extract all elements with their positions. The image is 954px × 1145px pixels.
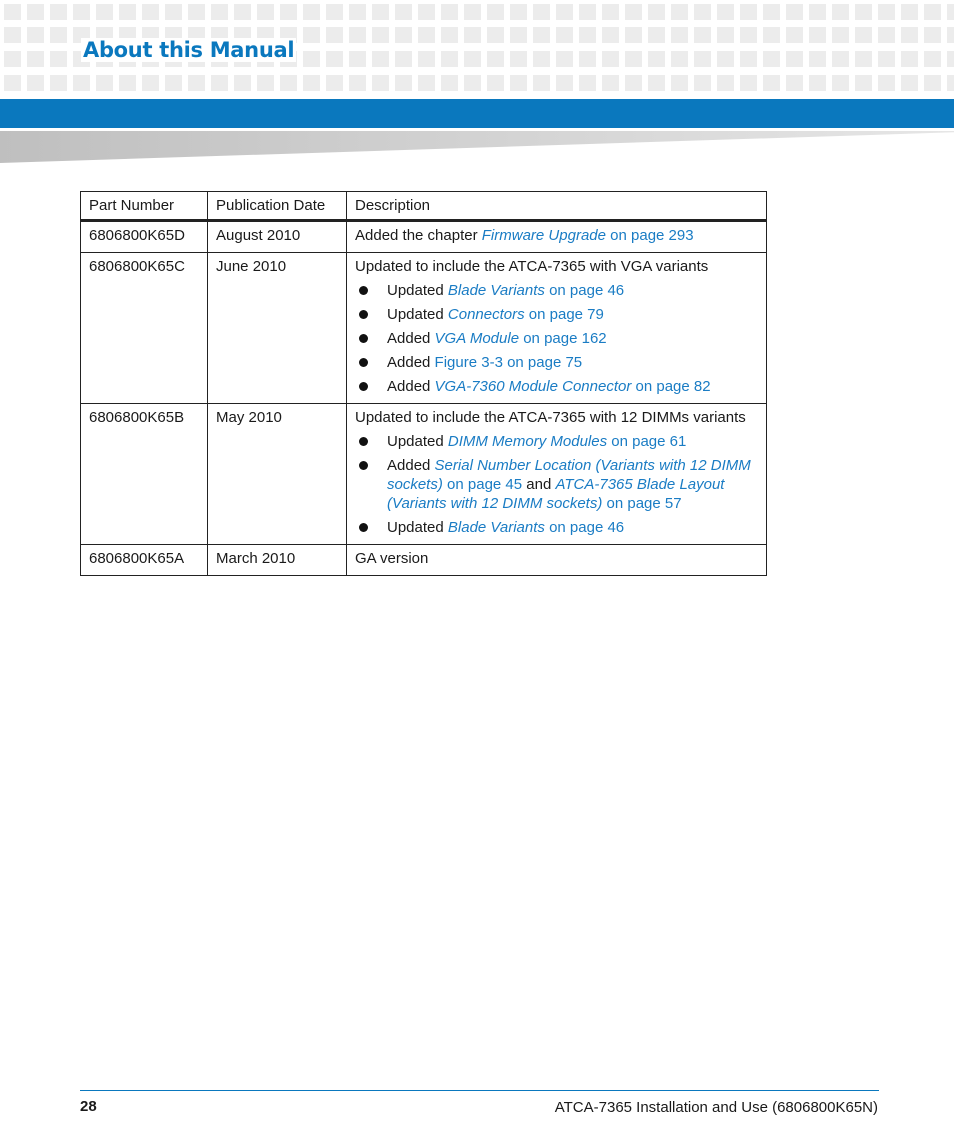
description-text: Updated to include the ATCA-7365 with VGA variants xyxy=(355,258,709,275)
table-row xyxy=(81,221,767,253)
header-wedge xyxy=(0,131,954,163)
cell-part-number: 6806800K65D xyxy=(81,221,208,253)
link-vga-module[interactable]: VGA Module on page 162 xyxy=(434,330,607,347)
cell-date: June 2010 xyxy=(208,253,347,404)
link-connectors[interactable]: Connectors on page 79 xyxy=(447,306,604,323)
list-item: Added VGA-7360 Module Connector on page 82 xyxy=(355,377,758,396)
cell-description xyxy=(347,404,767,545)
link-vga-7360-module-connector[interactable]: VGA-7360 Module Connector on page 82 xyxy=(434,378,711,395)
link-serial-number-location[interactable]: Serial Number Location (Variants with 12 DIMM sockets) on page 45 xyxy=(387,457,751,493)
cell-description xyxy=(347,253,767,404)
cell-date: March 2010 xyxy=(208,545,347,576)
link-dimm-memory-modules[interactable]: DIMM Memory Modules on page 61 xyxy=(447,433,687,450)
page-title: About this Manual xyxy=(83,38,295,62)
cell-part-number: 6806800K65B xyxy=(81,404,208,545)
cell-date: May 2010 xyxy=(208,404,347,545)
footer-document-title: ATCA-7365 Installation and Use (6806800K65N) xyxy=(554,1099,878,1116)
revision-history-table xyxy=(80,191,767,576)
link-atca-7365-blade-layout[interactable]: ATCA-7365 Blade Layout (Variants with 12 DIMM sockets) on page 57 xyxy=(387,476,725,512)
header-band xyxy=(0,99,954,128)
link-figure-3-3[interactable]: Figure 3-3 on page 75 xyxy=(434,354,583,371)
cell-date: August 2010 xyxy=(208,221,347,253)
link-firmware-upgrade[interactable]: Firmware Upgrade on page 293 xyxy=(481,227,694,244)
table-row xyxy=(81,545,767,576)
header-part-number: Part Number xyxy=(81,192,208,221)
cell-part-number: 6806800K65A xyxy=(81,545,208,576)
description-text: Added the chapter xyxy=(355,227,482,244)
list-item: Added VGA Module on page 162 xyxy=(355,329,758,348)
list-item: Updated DIMM Memory Modules on page 61 xyxy=(355,432,758,451)
header-description: Description xyxy=(347,192,767,221)
list-item: Added Serial Number Location (Variants with 12 DIMM sockets) on page 45 and ATCA-7365 Blade Layout (Variants with 12 DIMM sockets) on page 57 xyxy=(355,456,758,513)
table-row xyxy=(81,404,767,545)
table-header-row xyxy=(81,192,767,221)
list-item: Updated Blade Variants on page 46 xyxy=(355,281,758,300)
footer-divider xyxy=(80,1090,879,1091)
cell-description xyxy=(347,221,767,253)
table-row xyxy=(81,253,767,404)
list-item: Updated Connectors on page 79 xyxy=(355,305,758,324)
link-blade-variants[interactable]: Blade Variants on page 46 xyxy=(447,282,625,299)
description-text: Updated to include the ATCA-7365 with 12 DIMMs variants xyxy=(355,409,746,426)
link-blade-variants[interactable]: Blade Variants on page 46 xyxy=(447,519,625,536)
list-item: Updated Blade Variants on page 46 xyxy=(355,518,758,537)
cell-description: GA version xyxy=(347,545,767,576)
header-publication-date: Publication Date xyxy=(208,192,347,221)
cell-part-number: 6806800K65C xyxy=(81,253,208,404)
list-item: Added Figure 3-3 on page 75 xyxy=(355,353,758,372)
page-number: 28 xyxy=(80,1098,97,1115)
